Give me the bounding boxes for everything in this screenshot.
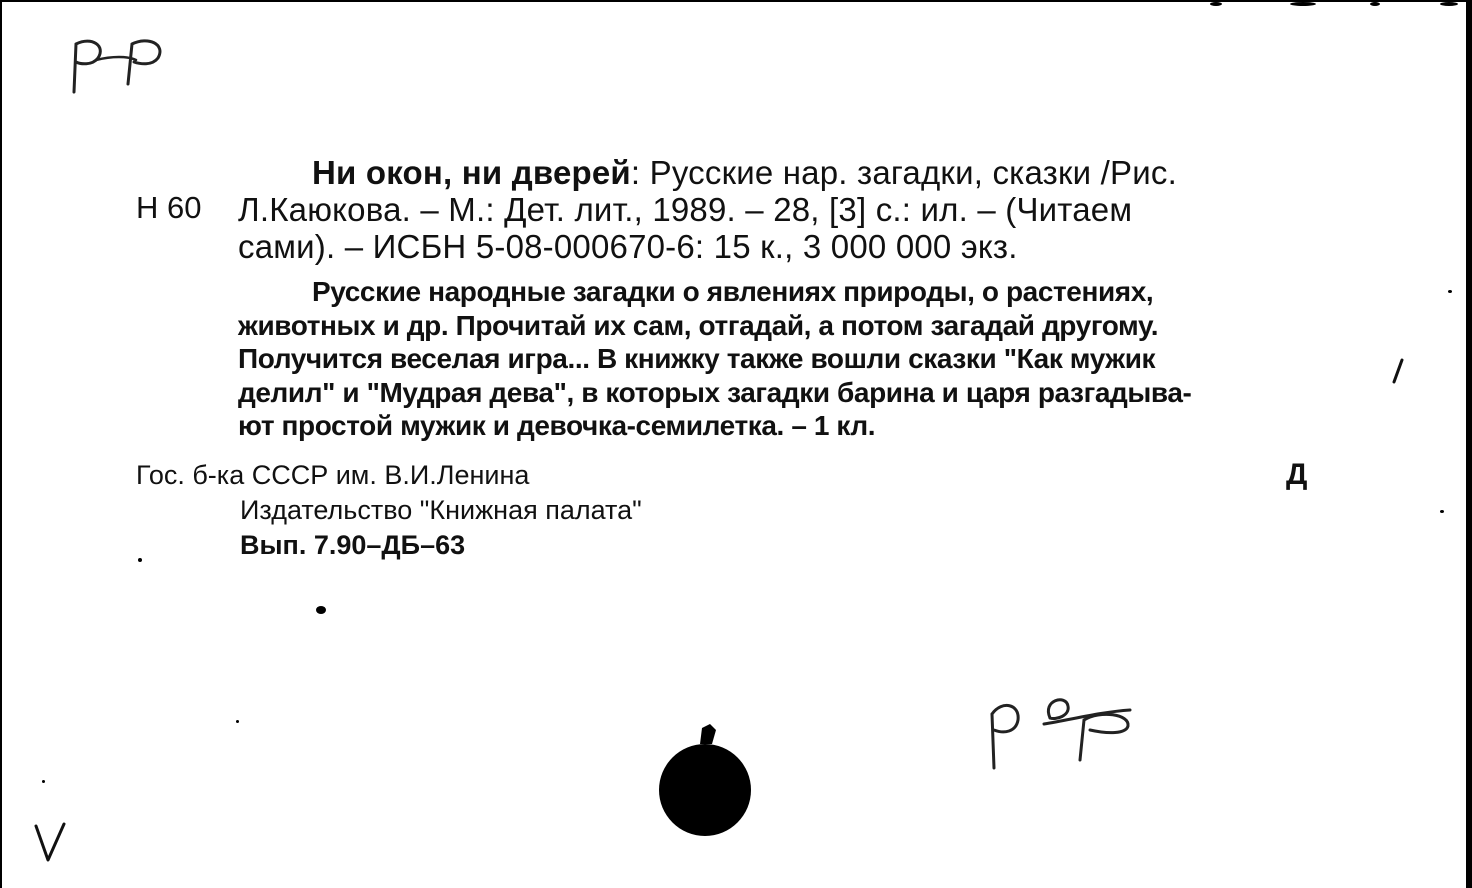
annotation-line-5: ют простой мужик и девочка-семилетка. – 1 кл. — [238, 410, 876, 441]
stray-stroke — [1388, 356, 1408, 386]
title-continuation: : Русские нар. загадки, сказки /Рис. — [630, 154, 1177, 191]
check-mark-icon — [30, 818, 80, 868]
annotation-line-4: делил" и "Мудрая дева", в которых загадки барина и царя разгадыва- — [238, 377, 1192, 408]
issue-number: Вып. 7.90–ДБ–63 — [240, 530, 466, 560]
ink-speck — [1290, 2, 1316, 6]
ink-speck — [236, 720, 239, 723]
ink-speck — [316, 606, 326, 614]
ink-speck — [1370, 2, 1380, 6]
title-line-3 — [238, 228, 1018, 266]
title-line-1 — [312, 154, 1177, 192]
book-title: Ни окон, ни дверей — [312, 154, 631, 191]
card-edge-right — [1466, 0, 1472, 888]
annotation-line-2: животных и др. Прочитай их сам, отгадай, а потом загадай другому. — [238, 310, 1159, 341]
title-line-2 — [238, 191, 1132, 229]
handwritten-mark-bottom — [980, 680, 1150, 780]
ink-speck — [138, 558, 142, 562]
ink-speck — [1440, 2, 1458, 6]
ink-speck — [1448, 290, 1452, 293]
ink-speck — [1440, 510, 1444, 513]
category-mark: Д — [1286, 458, 1308, 491]
publisher-name: Издательство "Книжная палата" — [240, 495, 642, 525]
series-isbn-line: сами). – ИСБН 5-08-000670-6: 15 к., 3 000 000 экз. — [238, 228, 1018, 265]
library-name: Гос. б-ка СССР им. В.И.Ленина — [136, 460, 530, 490]
imprint-line: Л.Каюкова. – М.: Дет. лит., 1989. – 28, [3] с.: ил. – (Читаем — [238, 191, 1133, 228]
punch-hole — [650, 710, 760, 840]
annotation-line-1: Русские народные загадки о явлениях природы, о растениях, — [312, 276, 1154, 307]
call-number: Н 60 — [136, 190, 202, 225]
ink-speck — [1210, 2, 1222, 6]
handwritten-mark-top — [62, 30, 182, 100]
annotation-line-3: Получится веселая игра... В книжку также вошли сказки "Как мужик — [238, 343, 1156, 374]
card-edge-top — [0, 0, 1472, 2]
card-edge-left — [0, 0, 2, 888]
ink-speck — [42, 780, 45, 783]
